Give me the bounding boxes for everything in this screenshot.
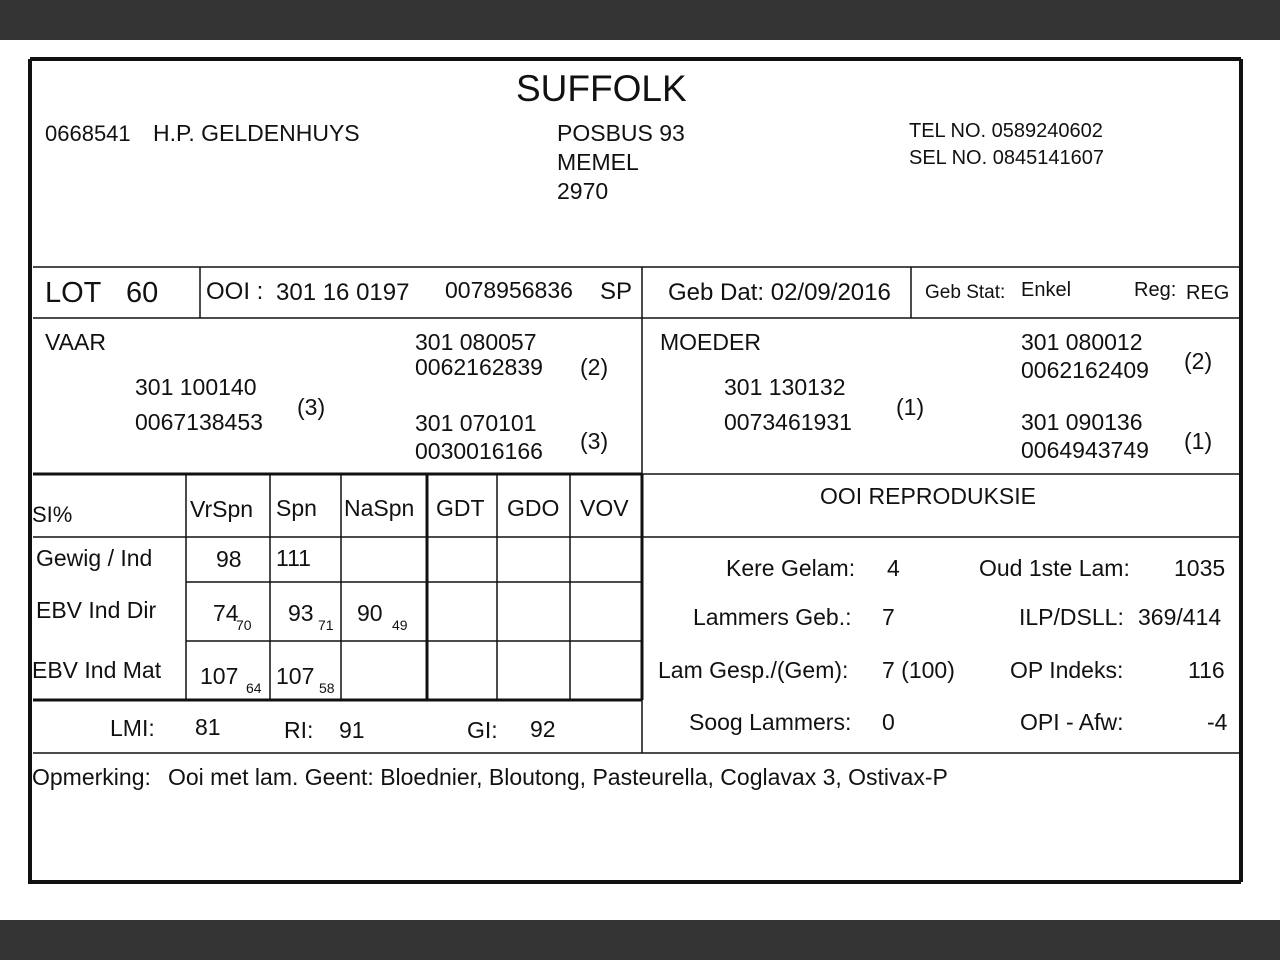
address-line-1: POSBUS 93	[557, 120, 685, 146]
gi-label: GI:	[467, 717, 498, 743]
opi-afw-label: OPI - Afw:	[1020, 709, 1124, 735]
op-indeks-label: OP Indeks:	[1010, 657, 1124, 683]
header-gdo: GDO	[507, 495, 560, 521]
ilp-dsll-value: 369/414	[1138, 604, 1222, 630]
tel-number: TEL NO. 0589240602	[909, 120, 1103, 142]
ooi-label: OOI :	[206, 278, 264, 305]
ebv-mat-vrspn-accuracy: 64	[246, 680, 262, 696]
remarks-label: Opmerking:	[32, 764, 151, 790]
vaar-id: 301 100140	[135, 374, 257, 400]
ebv-mat-vrspn: 107	[200, 663, 239, 689]
ooi-id: 301 16 0197	[276, 279, 410, 306]
gewig-spn: 111	[276, 545, 311, 571]
soog-lammers-value: 0	[882, 709, 895, 735]
vaar-label: VAAR	[45, 329, 106, 355]
breeder-name: H.P. GELDENHUYS	[153, 120, 360, 146]
lammers-geb-label: Lammers Geb.:	[693, 604, 852, 630]
vaar-sire-grade: (2)	[580, 354, 609, 380]
breeder-number: 0668541	[45, 121, 131, 146]
birth-status-value: Enkel	[1021, 279, 1072, 301]
vaar-number: 0067138453	[135, 409, 263, 435]
moeder-dam-number: 0064943749	[1021, 437, 1149, 463]
ebv-dir-vrspn-accuracy: 70	[236, 617, 252, 633]
kere-gelam-label: Kere Gelam:	[726, 555, 856, 581]
gi-value: 92	[530, 716, 556, 742]
moeder-sire-number: 0062162409	[1021, 357, 1149, 383]
registration-label: Reg:	[1134, 279, 1177, 301]
ebv-dir-spn: 93	[288, 600, 314, 626]
birth-status-label: Geb Stat:	[925, 282, 1006, 303]
ri-label: RI:	[284, 717, 314, 743]
vaar-dam-id: 301 070101	[415, 410, 537, 436]
header-vov: VOV	[580, 495, 629, 521]
oud-1ste-lam-value: 1035	[1174, 555, 1226, 581]
ebv-dir-naspn-accuracy: 49	[392, 617, 408, 633]
moeder-id: 301 130132	[724, 374, 846, 400]
gewig-vrspn: 98	[216, 546, 242, 572]
lam-gesp-label: Lam Gesp./(Gem):	[658, 657, 849, 683]
row-label-ebv-mat: EBV Ind Mat	[32, 657, 162, 683]
ebv-dir-naspn: 90	[357, 600, 383, 626]
ebv-mat-spn: 107	[276, 663, 315, 689]
ilp-dsll-label: ILP/DSLL:	[1019, 604, 1124, 630]
lam-gesp-value: 7 (100)	[882, 657, 955, 683]
ebv-dir-vrspn: 74	[213, 600, 239, 626]
vaar-sire-number: 0062162839	[415, 354, 543, 380]
vaar-sire-id: 301 080057	[415, 329, 537, 355]
address-line-3: 2970	[557, 178, 609, 204]
birth-date: Geb Dat: 02/09/2016	[668, 279, 891, 306]
lmi-label: LMI:	[110, 715, 155, 741]
ebv-mat-spn-accuracy: 58	[319, 680, 335, 696]
lammers-geb-value: 7	[882, 604, 895, 630]
breed-title: SUFFOLK	[516, 68, 687, 109]
moeder-label: MOEDER	[660, 329, 761, 355]
header-spn: Spn	[276, 495, 317, 521]
oud-1ste-lam-label: Oud 1ste Lam:	[979, 555, 1130, 581]
ebv-dir-spn-accuracy: 71	[318, 617, 334, 633]
lot-number: 60	[126, 277, 159, 309]
moeder-dam-id: 301 090136	[1021, 409, 1143, 435]
opi-afw-value: -4	[1207, 709, 1228, 735]
vaar-dam-grade: (3)	[580, 428, 609, 454]
vaar-dam-number: 0030016166	[415, 438, 543, 464]
kere-gelam-value: 4	[887, 555, 900, 581]
lot-label: LOT	[45, 277, 102, 309]
moeder-sire-id: 301 080012	[1021, 329, 1143, 355]
soog-lammers-label: Soog Lammers:	[689, 709, 852, 735]
moeder-grade: (1)	[896, 394, 925, 420]
header-naspn: NaSpn	[344, 495, 415, 521]
moeder-dam-grade: (1)	[1184, 428, 1213, 454]
reproduction-title: OOI REPRODUKSIE	[820, 483, 1036, 509]
remarks-text: Ooi met lam. Geent: Bloednier, Bloutong, Pasteurella, Coglavax 3, Ostivax-P	[168, 764, 948, 790]
moeder-number: 0073461931	[724, 409, 852, 435]
ooi-reg-number: 0078956836	[445, 277, 573, 303]
header-gdt: GDT	[436, 495, 485, 521]
sel-number: SEL NO. 0845141607	[909, 147, 1104, 169]
ri-value: 91	[339, 717, 365, 743]
registration-value: REG	[1186, 282, 1230, 304]
sp-marker: SP	[600, 278, 633, 305]
row-label-gewig: Gewig / Ind	[36, 545, 153, 571]
vaar-grade: (3)	[297, 394, 326, 420]
address-line-2: MEMEL	[557, 149, 639, 175]
header-si: SI%	[32, 502, 73, 527]
header-vrspn: VrSpn	[190, 496, 254, 522]
lmi-value: 81	[195, 714, 221, 740]
moeder-sire-grade: (2)	[1184, 348, 1213, 374]
row-label-ebv-dir: EBV Ind Dir	[36, 597, 157, 623]
op-indeks-value: 116	[1188, 657, 1225, 683]
